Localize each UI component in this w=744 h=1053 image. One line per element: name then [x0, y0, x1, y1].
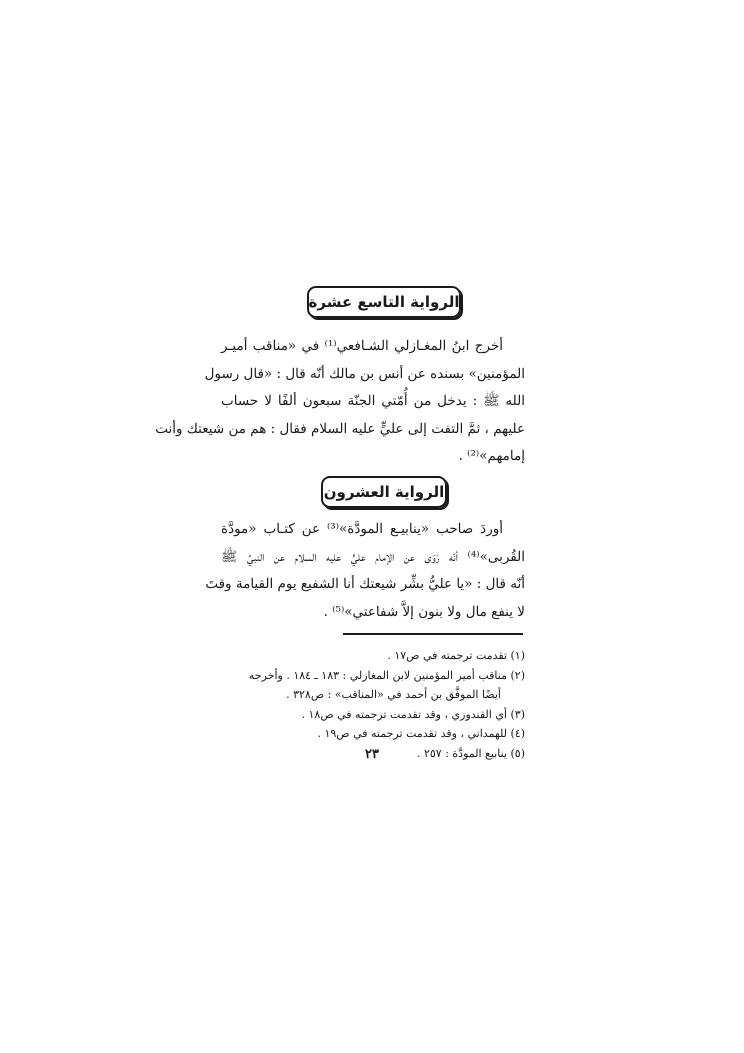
footnote-divider [343, 633, 523, 635]
paragraph-line: لا ينفع مال ولا بنون إلاَّ شفاعتي»⁽⁵⁾ . [323, 603, 525, 620]
narration-19-paragraph [155, 333, 525, 471]
footnote-item: (٣) أي القندوزي ، وقد تقدمت ترجمته في ص١٨ . [301, 707, 525, 721]
footnote-item: (٢) مناقب أمير المؤمنين لابن المغازلي : ١٨٣ ـ ١٨٤ . وأخرجه [248, 668, 525, 682]
page-number: ٢٣ [365, 747, 379, 762]
section-heading-narration-20 [321, 476, 447, 508]
section-heading-text: الرواية العشرون [323, 483, 445, 501]
paragraph-line: أخرج ابنُ المغـازلي الشـافعي⁽¹⁾ في «مناقب أميـر [221, 338, 503, 354]
footnotes [221, 646, 525, 763]
paragraph-line: عليهم ، ثمَّ التفت إلى عليٍّ عليه السلام فقال : هم من شيعتك وأنت [155, 420, 525, 437]
paragraph-line: أنّه قال : «يا عليُّ بشِّر شيعتك أنا الشفيع يوم القيامة وقتَ [205, 576, 525, 592]
footnote-item: (٤) للهمداني ، وقد تقدمت ترجمته في ص١٩ . [317, 727, 525, 740]
section-heading-text: الرواية التاسع عشرة [308, 293, 460, 311]
paragraph-line: المؤمنين» بسنده عن أنس بن مالك أنّه قال : «قال رسول [204, 365, 525, 382]
paragraph-line: إمامهم»⁽²⁾ . [458, 448, 525, 464]
narration-20-paragraph [205, 516, 525, 626]
footnote-continuation: أيضًا الموفَّق بن أحمد في «المناقب» : ص٣٢٨ . [286, 688, 501, 701]
footnote-item: (١) تقدمت ترجمته في ص١٧ . [387, 649, 525, 662]
paragraph-line: الله ﷺ : يدخل من أُمّتي الجنّة سبعون ألفًا لا حساب [221, 393, 525, 409]
footnote-item: (٥) ينابيع المودَّة : ٢٥٧ . [416, 746, 525, 760]
paragraph-line: القُربى»⁽⁴⁾ أنّه رَوَى عن الإمام عليٍّ عليه السلام عن النبيِّ ﷺ [221, 548, 525, 565]
paragraph-line: أوردَ صاحب «ينابيـع المودَّة»⁽³⁾ عن كتـاب «مودَّة [221, 521, 503, 537]
section-heading-narration-19 [307, 286, 461, 318]
